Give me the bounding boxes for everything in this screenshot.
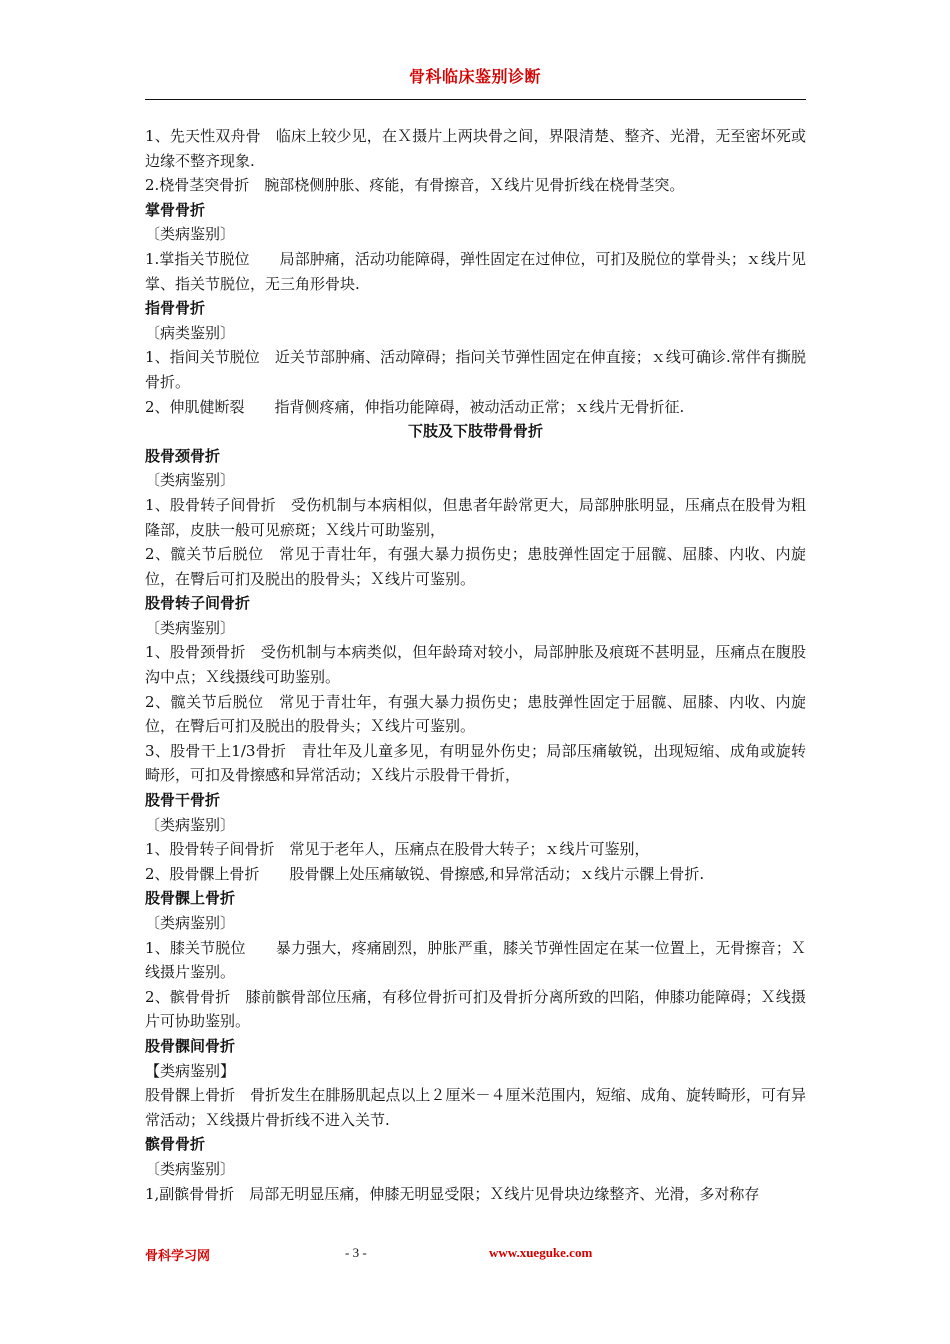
body-paragraph: 2.桡骨茎突骨折 腕部桡侧肿胀、疼能，有骨擦音，Ｘ线片见骨折线在桡骨茎突。 xyxy=(145,176,685,195)
body-paragraph: 2、股骨髁上骨折 股骨髁上处压痛敏锐、骨擦感,和异常活动；ｘ线片示髁上骨折. xyxy=(145,864,705,883)
section-heading: 股骨颈骨折 xyxy=(145,446,221,465)
body-paragraph: 〔类病鉴别〕 xyxy=(145,1159,236,1178)
page-footer xyxy=(145,1245,806,1265)
body-paragraph: 〔类病鉴别〕 xyxy=(145,815,236,834)
section-heading: 指骨骨折 xyxy=(145,299,206,318)
body-paragraph: 2、髋关节后脱位 常见于青壮年，有强大暴力损伤史；患肢弹性固定于屈髋、屈膝、内收、内旋位，在臀后可扪及脱出的股骨头；Ｘ线片可鉴别。 xyxy=(145,545,806,588)
section-heading: 股骨髁上骨折 xyxy=(145,889,236,908)
body-paragraph: 2、髌骨骨折 膝前髌骨部位压痛，有移位骨折可扪及骨折分离所致的凹陷，伸膝功能障碍；Ｘ线摄片可协助鉴别。 xyxy=(145,987,806,1031)
body-paragraph: 1,副髌骨骨折 局部无明显压痛，伸膝无明显受限；Ｘ线片见骨块边缘整齐、光滑，多对称存 xyxy=(145,1184,760,1203)
section-heading: 掌骨骨折 xyxy=(145,200,206,219)
body-paragraph: 3、股骨干上1/3骨折 青壮年及儿童多见，有明显外伤史；局部压痛敏锐，出现短缩、成角或旋转畸形，可扣及骨擦感和异常活动；Ｘ线片示股骨干骨折， xyxy=(145,741,806,785)
section-heading: 股骨髁间骨折 xyxy=(145,1036,236,1055)
footer-site-name: 骨科学习网 xyxy=(145,1249,211,1264)
body-paragraph: 1、膝关节脱位 暴力强大，疼痛剧烈，肿胀严重，膝关节弹性固定在某一位置上，无骨擦音；Ｘ线摄片鉴别。 xyxy=(145,938,806,982)
body-paragraph: 1、指间关节脱位 近关节部肿痛、活动障碍；指问关节弹性固定在伸直接；ｘ线可确诊.常伴有撕脱骨折。 xyxy=(145,348,806,391)
header-divider xyxy=(145,99,806,100)
body-paragraph: 〔类病鉴别〕 xyxy=(145,471,236,490)
section-heading: 髌骨骨折 xyxy=(145,1135,206,1154)
body-paragraph: 2、髋关节后脱位 常见于青壮年，有强大暴力损伤史；患肢弹性固定于屈髋、屈膝、内收、内旋位，在臀后可扪及脱出的股骨头；Ｘ线片可鉴别。 xyxy=(145,692,806,736)
document-body xyxy=(145,124,806,1206)
footer-url-link[interactable]: www.xueguke.com xyxy=(489,1245,593,1260)
body-paragraph: 〔类病鉴别〕 xyxy=(145,914,236,932)
body-paragraph: 1、股骨转子间骨折 受伤机制与本病相似，但患者年龄常更大，局部肿胀明显，压痛点在股骨为粗隆部，皮肤一般可见瘀斑；Ｘ线片可助鉴别， xyxy=(145,495,806,539)
body-paragraph: 1、股骨颈骨折 受伤机制与本病类似，但年龄琦对较小，局部肿胀及痕斑不甚明显，压痛点在腹股沟中点；Ｘ线摄线可助鉴别。 xyxy=(145,643,806,687)
body-paragraph: 1.掌指关节脱位 局部肿痛，活动功能障碍，弹性固定在过伸位，可扪及脱位的掌骨头；ｘ线片见掌、指关节脱位，无三角形骨块. xyxy=(145,249,806,293)
body-paragraph: 〔类病鉴别〕 xyxy=(145,225,236,244)
body-paragraph: 1、股骨转子间骨折 常见于老年人，压痛点在股骨大转子；ｘ线片可鉴别， xyxy=(145,840,650,859)
body-paragraph: 股骨髁上骨折 骨折发生在腓肠肌起点以上２厘米－４厘米范围内，短缩、成角、旋转畸形，可有异常活动；Ｘ线摄片骨折线不进入关节. xyxy=(145,1086,806,1129)
body-paragraph: 1、先天性双舟骨 临床上较少见，在Ｘ摄片上两块骨之间，界限清楚、整齐、光滑，无至密坏死或边缘不整齐现象. xyxy=(145,127,806,170)
body-paragraph: 2、伸肌健断裂 指背侧疼痛，伸指功能障碍，被动活动正常；ｘ线片无骨折征. xyxy=(145,397,685,416)
chapter-title: 下肢及下肢带骨骨折 xyxy=(407,422,543,441)
footer-page-number: - 3 - xyxy=(345,1245,367,1260)
body-paragraph: 〔类病鉴别〕 xyxy=(145,618,236,637)
body-paragraph: 【类病鉴别】 xyxy=(145,1061,236,1080)
section-heading: 股骨干骨折 xyxy=(145,791,221,810)
body-paragraph: 〔病类鉴别〕 xyxy=(145,323,236,342)
page-header-title: 骨科临床鉴别诊断 xyxy=(408,67,541,86)
section-heading: 股骨转子间骨折 xyxy=(145,594,251,613)
